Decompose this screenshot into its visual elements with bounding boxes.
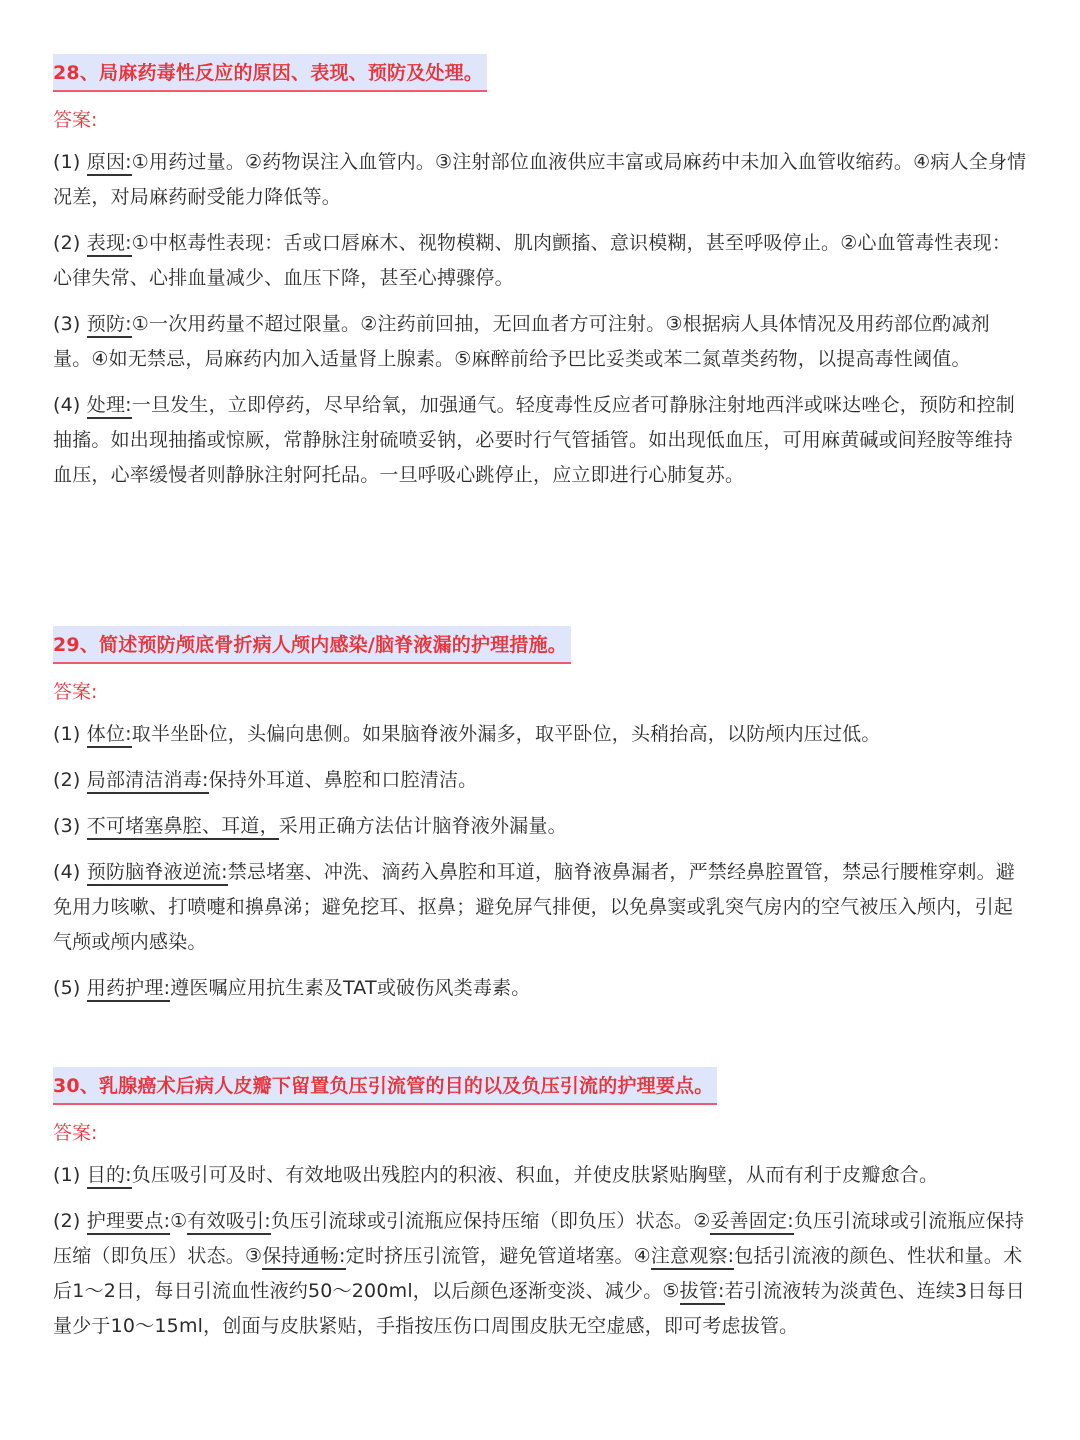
item-text: 负压引流球或引流瓶应保持压缩（即负压）状态。③ bbox=[53, 1210, 1025, 1267]
answer-item bbox=[53, 388, 1028, 493]
item-key: 局部清洁消毒: bbox=[87, 769, 209, 794]
item-number: (2) bbox=[53, 1210, 81, 1232]
question-title: 30、乳腺癌术后病人皮瓣下留置负压引流管的目的以及负压引流的护理要点。 bbox=[53, 1067, 717, 1105]
item-number: (1) bbox=[53, 1164, 81, 1186]
item-text: 包括引流液的颜色、性状和量。术后1～2日，每日引流血性液约50～200ml，以后颜色逐渐变淡、减少。⑤ bbox=[53, 1245, 1023, 1302]
answer-label: 答案: bbox=[53, 109, 98, 131]
item-subkey: 妥善固定: bbox=[710, 1210, 793, 1235]
answer-item bbox=[53, 971, 1028, 1006]
answer-item bbox=[53, 145, 1028, 215]
question-title: 28、局麻药毒性反应的原因、表现、预防及处理。 bbox=[53, 54, 487, 92]
item-number: (1) bbox=[53, 723, 81, 745]
item-text: ①用药过量。②药物误注入血管内。③注射部位血液供应丰富或局麻药中未加入血管收缩药。④病人全身情况差，对局麻药耐受能力降低等。 bbox=[53, 151, 1027, 208]
item-text: ①一次用药量不超过限量。②注药前回抽，无回血者方可注射。③根据病人具体情况及用药部位酌减剂量。④如无禁忌，局麻药内加入适量肾上腺素。⑤麻醉前给予巴比妥类或苯二氮䓬类药物，以提高毒性阈值。 bbox=[53, 313, 990, 370]
item-text: 一旦发生，立即停药，尽早给氧，加强通气。轻度毒性反应者可静脉注射地西泮或咪达唑仑，预防和控制抽搐。如出现抽搐或惊厥，常静脉注射硫喷妥钠，必要时行气管插管。如出现低血压，可用麻黄碱或间羟胺等维持血压，心率缓慢者则静脉注射阿托品。一旦呼吸心跳停止，应立即进行心肺复苏。 bbox=[53, 394, 1015, 486]
question-30 bbox=[53, 1067, 1028, 1344]
item-key: 表现: bbox=[87, 232, 132, 257]
answer-item bbox=[53, 763, 1028, 798]
item-key: 目的: bbox=[87, 1164, 132, 1189]
item-text: 保持外耳道、鼻腔和口腔清洁。 bbox=[208, 769, 478, 791]
answer-item bbox=[53, 717, 1028, 752]
item-number: (5) bbox=[53, 977, 81, 999]
item-text: 负压引流球或引流瓶应保持压缩（即负压）状态。② bbox=[270, 1210, 711, 1232]
item-subkey: 拔管: bbox=[680, 1280, 725, 1305]
item-text: 遵医嘱应用抗生素及TAT或破伤风类毒素。 bbox=[170, 977, 531, 999]
item-subkey: 有效吸引: bbox=[187, 1210, 270, 1235]
answer-item bbox=[53, 1158, 1028, 1193]
item-text: ①中枢毒性表现：舌或口唇麻木、视物模糊、肌肉颤搐、意识模糊，甚至呼吸停止。②心血管毒性表现：心律失常、心排血量减少、血压下降，甚至心搏骤停。 bbox=[53, 232, 1012, 289]
answer-item bbox=[53, 307, 1028, 377]
item-text: 负压吸引可及时、有效地吸出残腔内的积液、积血，并使皮肤紧贴胸壁，从而有利于皮瓣愈合。 bbox=[131, 1164, 939, 1186]
question-29 bbox=[53, 626, 1028, 1006]
item-key: 体位: bbox=[87, 723, 132, 748]
item-number: (2) bbox=[53, 769, 81, 791]
item-number: (1) bbox=[53, 151, 81, 173]
item-text: ① bbox=[170, 1210, 188, 1232]
item-key: 处理: bbox=[87, 394, 132, 419]
item-key: 不可堵塞鼻腔、耳道， bbox=[87, 815, 279, 840]
answer-item bbox=[53, 809, 1028, 844]
item-subkey: 保持通畅: bbox=[262, 1245, 345, 1270]
question-28 bbox=[53, 54, 1028, 493]
item-key: 原因: bbox=[87, 151, 132, 176]
answer-item bbox=[53, 855, 1028, 960]
item-key: 预防: bbox=[87, 313, 132, 338]
answer-label: 答案: bbox=[53, 1122, 98, 1144]
item-number: (4) bbox=[53, 861, 81, 883]
answer-item bbox=[53, 1204, 1028, 1344]
answer-item bbox=[53, 226, 1028, 296]
item-text: 取半坐卧位，头偏向患侧。如果脑脊液外漏多，取平卧位，头稍抬高，以防颅内压过低。 bbox=[131, 723, 881, 745]
item-number: (4) bbox=[53, 394, 81, 416]
item-text: 采用正确方法估计脑脊液外漏量。 bbox=[278, 815, 567, 837]
item-key: 预防脑脊液逆流: bbox=[87, 861, 228, 886]
item-key: 护理要点: bbox=[87, 1210, 170, 1235]
answer-label: 答案: bbox=[53, 681, 98, 703]
item-subkey: 注意观察: bbox=[651, 1245, 734, 1270]
item-text: 若引流液转为淡黄色、连续3日每日量少于10～15ml，创面与皮肤紧贴，手指按压伤口周围皮肤无空虚感，即可考虑拔管。 bbox=[53, 1280, 1025, 1337]
question-title: 29、简述预防颅底骨折病人颅内感染/脑脊液漏的护理措施。 bbox=[53, 626, 571, 664]
item-number: (2) bbox=[53, 232, 81, 254]
item-text: 定时挤压引流管，避免管道堵塞。④ bbox=[345, 1245, 651, 1267]
item-key: 用药护理: bbox=[87, 977, 170, 1002]
item-number: (3) bbox=[53, 815, 81, 837]
item-number: (3) bbox=[53, 313, 81, 335]
item-text: 禁忌堵塞、冲洗、滴药入鼻腔和耳道，脑脊液鼻漏者，严禁经鼻腔置管，禁忌行腰椎穿刺。避免用力咳嗽、打喷嚏和擤鼻涕；避免挖耳、抠鼻；避免屏气排便，以免鼻窦或乳突气房内的空气被压入颅内，引起气颅或颅内感染。 bbox=[53, 861, 1015, 953]
